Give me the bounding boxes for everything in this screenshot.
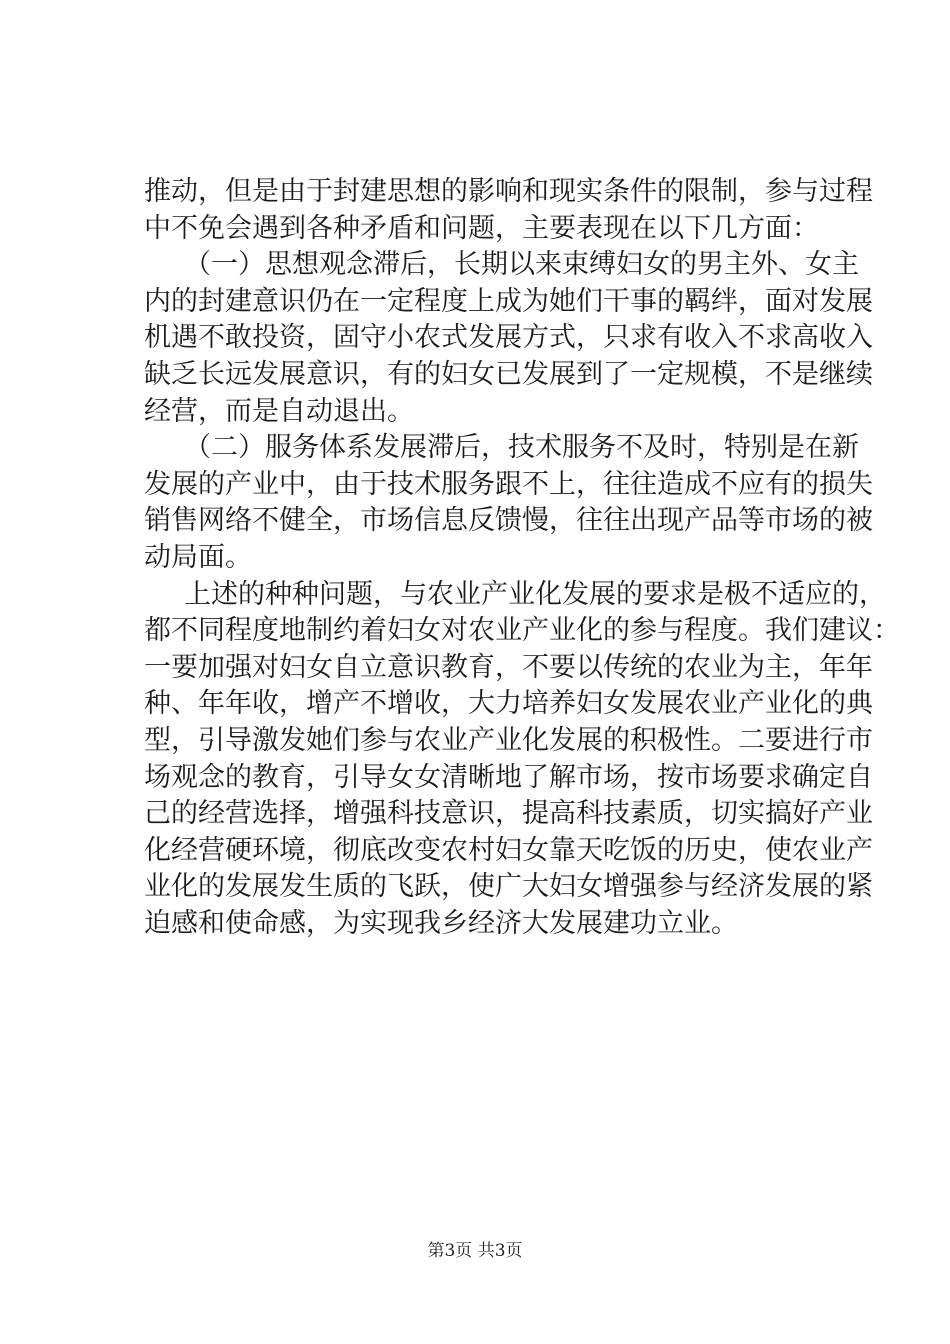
text-line: 中不免会遇到各种矛盾和问题，主要表现在以下几方面： <box>144 212 819 244</box>
text-line: 己的经营选择，增强科技意识，提高科技素质，切实搞好产业 <box>144 798 873 830</box>
text-line: 销售网络不健全，市场信息反馈慢，往往出现产品等市场的被 <box>144 505 873 537</box>
text-line: 都不同程度地制约着妇女对农业产业化的参与程度。我们建议： <box>144 615 900 647</box>
text-line: 业化的发展发生质的飞跃，使广大妇女增强参与经济发展的紧 <box>144 871 873 903</box>
text-line-paragraph-start: （一）思想观念滞后，长期以来束缚妇女的男主外、女主 <box>184 249 859 281</box>
text-line: 缺乏长远发展意识，有的妇女已发展到了一定规模，不是继续 <box>144 358 873 390</box>
text-line: 迫感和使命感，为实现我乡经济大发展建功立业。 <box>144 907 738 939</box>
page-footer <box>0 1236 950 1261</box>
text-line: 推动，但是由于封建思想的影响和现实条件的限制，参与过程 <box>144 176 873 207</box>
text-line: 发展的产业中，由于技术服务跟不上，往往造成不应有的损失 <box>144 468 873 500</box>
text-line-paragraph-start: 上述的种种问题，与农业产业化发展的要求是极不适应的， <box>184 578 886 610</box>
text-line-paragraph-start: （二）服务体系发展滞后，技术服务不及时，特别是在新 <box>184 432 859 464</box>
text-line: 机遇不敢投资，固守小农式发展方式，只求有收入不求高收入 <box>144 322 873 354</box>
page-number-label: 第3页 共3页 <box>427 1241 523 1261</box>
text-line: 内的封建意识仍在一定程度上成为她们干事的羁绊，面对发展 <box>144 285 873 317</box>
text-line: 化经营硬环境，彻底改变农村妇女靠天吃饭的历史，使农业产 <box>144 834 873 866</box>
text-line: 型，引导激发她们参与农业产业化发展的积极性。二要进行市 <box>144 724 873 756</box>
text-line: 种、年年收，增产不增收，大力培养妇女发展农业产业化的典 <box>144 688 873 720</box>
text-line: 经营，而是自动退出。 <box>144 395 414 427</box>
text-line: 一要加强对妇女自立意识教育，不要以传统的农业为主，年年 <box>144 651 873 683</box>
document-body <box>144 174 900 942</box>
text-line: 动局面。 <box>144 541 252 573</box>
text-line: 场观念的教育，引导女女清晰地了解市场，按市场要求确定自 <box>144 761 873 793</box>
